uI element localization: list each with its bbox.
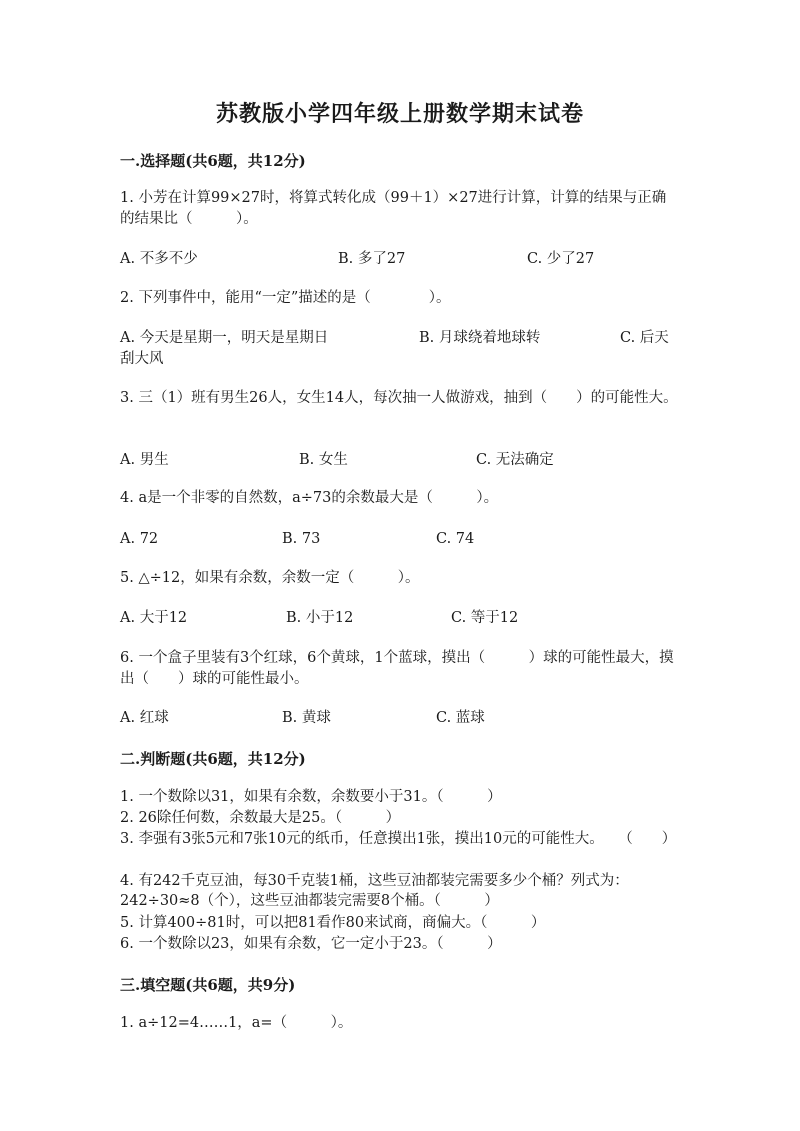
question-6: 6. 一个盒子里装有3个红球，6个黄球，1个蓝球，摸出（ ）球的可能性最大，摸出（ ）球的可能性最小。: [120, 650, 674, 687]
question-3: 3. 三（1）班有男生26人，女生14人，每次抽一人做游戏，抽到（ ）的可能性大。: [120, 390, 678, 406]
question-1: 1. 小芳在计算99×27时，将算式转化成（99＋1）×27进行计算，计算的结果与正确的结果比（ ）。: [120, 190, 667, 227]
question-2: 2. 下列事件中，能用“一定”描述的是（ ）。: [120, 290, 451, 306]
question-2-option-b: B. 月球绕着地球转: [419, 330, 541, 346]
question-1-option-b: B. 多了27: [338, 251, 406, 267]
question-1-option-a: A. 不多不少: [120, 251, 198, 267]
question-5-option-a: A. 大于12: [120, 610, 188, 626]
question-5: 5. △÷12，如果有余数，余数一定（ ）。: [120, 570, 420, 586]
question-6-option-a: A. 红球: [120, 710, 169, 726]
judgement-3: 3. 李强有3张5元和7张10元的纸币，任意摸出1张，摸出10元的可能性大。 （ ）: [120, 831, 677, 847]
question-4: 4. a是一个非零的自然数，a÷73的余数最大是（ ）。: [120, 490, 499, 506]
question-5-option-b: B. 小于12: [286, 610, 354, 626]
page-title: 苏教版小学四年级上册数学期末试卷: [215, 101, 584, 127]
section-heading-fill-in: 三.填空题(共6题，共9分): [120, 976, 296, 994]
question-6-option-b: B. 黄球: [282, 710, 331, 726]
question-3-option-b: B. 女生: [299, 452, 348, 468]
judgement-4: 4. 有242千克豆油，每30千克装1桶，这些豆油都装完需要多少个桶？列式为：242÷30≈8（个），这些豆油都装完需要8个桶。（ ）: [120, 873, 629, 909]
section-heading-true-false: 二.判断题(共6题，共12分): [120, 750, 306, 768]
question-1-option-c: C. 少了27: [527, 251, 595, 267]
question-4-option-b: B. 73: [282, 531, 321, 547]
question-3-option-a: A. 男生: [120, 452, 169, 468]
question-2-option-c: C. 后天刮大风: [120, 330, 669, 367]
question-6-option-c: C. 蓝球: [436, 710, 485, 726]
judgement-1: 1. 一个数除以31，如果有余数，余数要小于31。（ ）: [120, 789, 502, 805]
judgement-5: 5. 计算400÷81时，可以把81看作80来试商，商偏大。（ ）: [120, 915, 546, 931]
question-4-option-a: A. 72: [120, 531, 159, 547]
section-heading-multiple-choice: 一.选择题(共6题，共12分): [120, 152, 306, 170]
question-2-option-a: A. 今天是星期一，明天是星期日: [120, 330, 329, 346]
question-5-option-c: C. 等于12: [451, 610, 519, 626]
question-4-option-c: C. 74: [436, 531, 475, 547]
question-3-option-c: C. 无法确定: [476, 452, 554, 468]
fill-in-1: 1. a÷12=4……1，a=（ ）。: [120, 1015, 353, 1031]
judgement-6: 6. 一个数除以23，如果有余数，它一定小于23。（ ）: [120, 936, 502, 952]
judgement-2: 2. 26除任何数，余数最大是25。（ ）: [120, 810, 401, 826]
